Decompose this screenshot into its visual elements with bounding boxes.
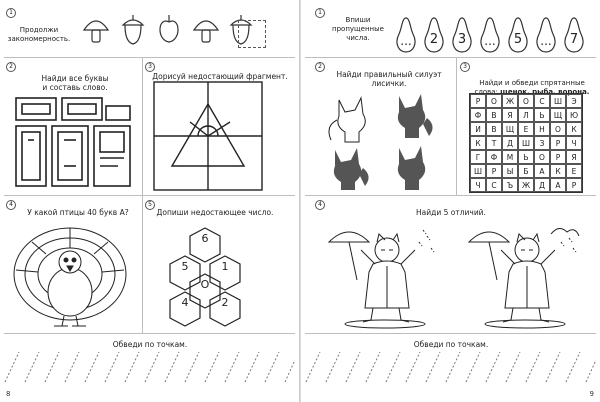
grid-cell[interactable]: Д xyxy=(502,136,518,150)
task-number: 5 xyxy=(145,200,155,210)
divider xyxy=(305,195,596,196)
pear-number: 7 xyxy=(569,32,579,47)
answer-box[interactable] xyxy=(238,20,266,48)
grid-cell[interactable]: К xyxy=(550,164,566,178)
task-instruction: Найди правильный силуэт лисички. xyxy=(336,70,442,88)
divider xyxy=(305,333,596,334)
acorn-icon xyxy=(123,15,143,44)
grid-cell[interactable]: Ъ xyxy=(502,178,518,192)
hex-number: 4 xyxy=(181,296,189,309)
grid-cell[interactable]: Ч xyxy=(566,136,582,150)
task-number: 2 xyxy=(315,62,325,72)
grid-cell[interactable]: О xyxy=(534,150,550,164)
task-instruction: У какой птицы 40 букв А? xyxy=(27,208,129,217)
grid-cell[interactable]: З xyxy=(534,136,550,150)
mushroom-icon xyxy=(194,21,218,42)
task-number: 4 xyxy=(315,200,325,210)
grid-cell[interactable]: О xyxy=(486,94,502,108)
grid-cell[interactable]: Ь xyxy=(518,150,534,164)
grid-cell[interactable]: Ф xyxy=(486,150,502,164)
pear-number-blank[interactable]: ... xyxy=(484,34,496,48)
pear-number: 2 xyxy=(429,32,439,47)
grid-cell[interactable]: К xyxy=(566,122,582,136)
task-instruction: Найди 5 отличий. xyxy=(416,208,486,217)
grid-cell[interactable]: О xyxy=(550,122,566,136)
apple-icon xyxy=(160,15,178,42)
left-page xyxy=(0,0,299,402)
fox-silhouettes xyxy=(325,90,455,190)
raccoon-picture-right xyxy=(463,220,588,330)
fragment-puzzle xyxy=(154,82,264,192)
divider xyxy=(4,57,295,58)
grid-cell[interactable]: Р xyxy=(550,150,566,164)
word-search-grid[interactable] xyxy=(469,93,583,193)
task-number: 1 xyxy=(315,8,325,18)
grid-cell[interactable]: Ж xyxy=(518,178,534,192)
task-instruction: Допиши недостающее число. xyxy=(156,208,274,217)
grid-cell[interactable]: О xyxy=(518,94,534,108)
grid-cell[interactable]: Р xyxy=(550,136,566,150)
hexagon-number-puzzle xyxy=(160,226,270,336)
fox-outline xyxy=(338,98,365,142)
tracing-lines[interactable] xyxy=(5,352,295,384)
grid-cell[interactable]: И xyxy=(470,122,486,136)
instruction-plain: Найди и обведи спрятанные слова: xyxy=(474,79,585,96)
grid-cell[interactable]: К xyxy=(470,136,486,150)
divider xyxy=(305,57,596,58)
grid-cell[interactable]: Р xyxy=(470,94,486,108)
grid-cell[interactable]: Щ xyxy=(550,108,566,122)
task-instruction: Дорисуй недостающий фрагмент. xyxy=(152,72,288,81)
grid-cell[interactable]: Я xyxy=(502,108,518,122)
task-number: 3 xyxy=(460,62,470,72)
grid-cell[interactable]: Ш xyxy=(550,94,566,108)
hex-number: 1 xyxy=(221,260,229,273)
grid-cell[interactable]: Д xyxy=(534,178,550,192)
divider xyxy=(4,195,295,196)
trace-instruction: Обведи по точкам. xyxy=(413,340,489,349)
pear-number-blank[interactable]: ... xyxy=(400,34,412,48)
instruction-words: щенок, рыба, ворона. xyxy=(500,88,590,96)
grid-cell[interactable]: С xyxy=(486,178,502,192)
pear-number: 3 xyxy=(457,32,467,47)
trace-instruction: Обведи по точкам. xyxy=(112,340,188,349)
grid-cell[interactable]: Б xyxy=(518,164,534,178)
grid-cell[interactable]: Ы xyxy=(502,164,518,178)
mushroom-icon xyxy=(84,21,108,42)
raccoon-picture-left xyxy=(323,220,448,330)
right-page xyxy=(301,0,600,402)
task-instruction: Найди все буквы и составь слово. xyxy=(41,74,109,92)
task-number: 3 xyxy=(145,62,155,72)
pear-number-blank[interactable]: ... xyxy=(540,34,552,48)
grid-cell[interactable]: Р xyxy=(566,178,582,192)
hex-blank[interactable]: О xyxy=(200,278,210,291)
grid-cell[interactable]: А xyxy=(534,164,550,178)
task-instruction: Продолжи закономерность. xyxy=(7,26,71,43)
hex-number: 5 xyxy=(181,260,189,273)
pear-number: 5 xyxy=(513,32,523,47)
grid-cell[interactable]: Г xyxy=(470,150,486,164)
divider xyxy=(456,57,457,195)
grid-cell[interactable]: Ш xyxy=(470,164,486,178)
grid-cell[interactable]: В xyxy=(486,108,502,122)
grid-cell[interactable]: Л xyxy=(518,108,534,122)
grid-cell[interactable]: Ю xyxy=(566,108,582,122)
grid-cell[interactable]: Е xyxy=(518,122,534,136)
grid-cell[interactable]: Щ xyxy=(502,122,518,136)
grid-cell[interactable]: Н xyxy=(534,122,550,136)
page-number: 8 xyxy=(6,390,11,398)
hex-number: 2 xyxy=(221,296,229,309)
grid-cell[interactable]: М xyxy=(502,150,518,164)
task-number: 1 xyxy=(6,8,16,18)
grid-cell[interactable]: Я xyxy=(566,150,582,164)
grid-cell[interactable]: Т xyxy=(486,136,502,150)
grid-cell[interactable]: Ч xyxy=(470,178,486,192)
grid-cell[interactable]: Ш xyxy=(518,136,534,150)
task-instruction: Впиши пропущенные числа. xyxy=(332,16,384,42)
grid-cell[interactable]: Ф xyxy=(470,108,486,122)
grid-cell[interactable]: Е xyxy=(566,164,582,178)
grid-cell[interactable]: Ь xyxy=(534,108,550,122)
grid-cell[interactable]: Ж xyxy=(502,94,518,108)
page-number: 9 xyxy=(589,390,594,398)
tracing-lines[interactable] xyxy=(306,352,596,384)
grid-cell[interactable]: В xyxy=(486,122,502,136)
hidden-letters-maze xyxy=(14,96,134,191)
grid-cell[interactable]: Р xyxy=(486,164,502,178)
divider xyxy=(142,57,143,333)
grid-cell[interactable]: А xyxy=(550,178,566,192)
grid-cell[interactable]: С xyxy=(534,94,550,108)
hex-number: 6 xyxy=(201,232,209,245)
grid-cell[interactable]: Э xyxy=(566,94,582,108)
task-number: 4 xyxy=(6,200,16,210)
turkey-picture xyxy=(10,222,135,332)
task-number: 2 xyxy=(6,62,16,72)
